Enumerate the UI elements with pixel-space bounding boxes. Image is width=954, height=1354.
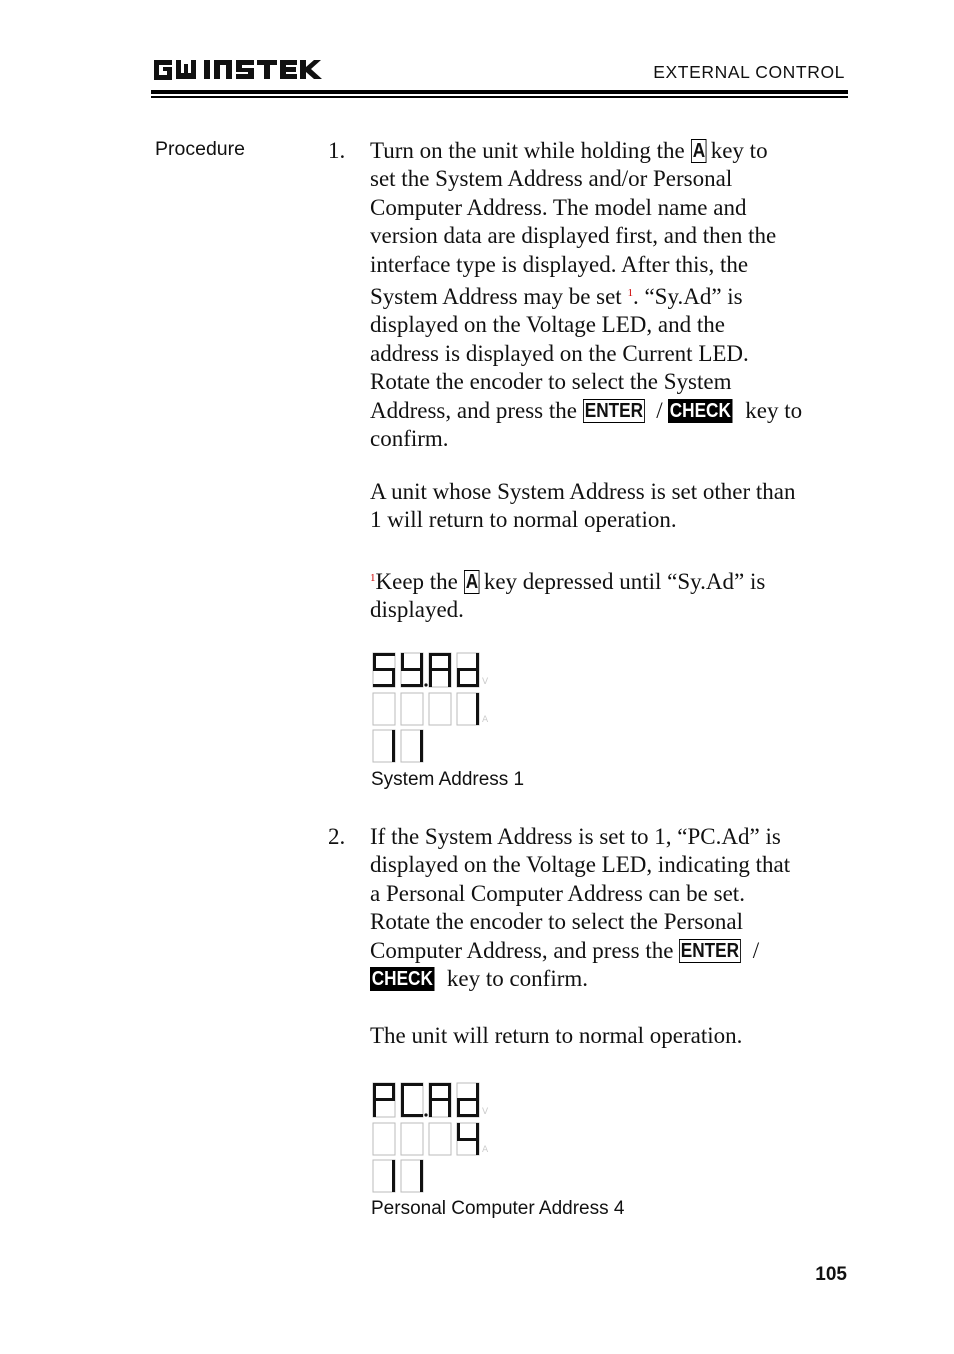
text: Rotate the encoder to select the Personal: [370, 909, 743, 935]
enter-key-label: ENTER: [584, 399, 643, 422]
text: address is displayed on the Current LED.: [370, 340, 749, 366]
text: Computer Address, and press the: [370, 937, 674, 963]
volt-unit: V: [482, 677, 489, 687]
amp-unit: A: [482, 715, 489, 725]
text: key to: [745, 397, 803, 423]
page-number: 105: [815, 1264, 847, 1285]
text: A unit whose System Address is set other than: [370, 479, 796, 504]
volt-unit: V: [482, 1107, 489, 1117]
led-display-pc-address: [370, 1080, 495, 1195]
text: displayed on the Voltage LED, and the: [370, 312, 725, 338]
text: . “Sy.Ad” is: [632, 284, 743, 310]
text: If the System Address is set to 1, “PC.Ad” is: [370, 824, 781, 849]
pc-address-caption: Personal Computer Address 4: [371, 1198, 625, 1219]
text: Computer Address. The model name and: [370, 194, 747, 220]
text: /: [656, 397, 663, 423]
text: key depressed until “Sy.Ad” is: [483, 569, 766, 594]
text: key to: [710, 138, 768, 163]
text: version data are displayed first, and then the: [370, 223, 777, 249]
text: displayed on the Voltage LED, indicating that: [370, 852, 791, 878]
step-1-note: [370, 478, 848, 535]
procedure-label: Procedure: [155, 138, 245, 160]
text: set the System Address and/or Personal: [370, 166, 733, 192]
text: 1 will return to normal operation.: [370, 507, 677, 533]
step-1-text: [370, 137, 848, 453]
footnote-ref: 1: [627, 287, 633, 300]
section-title: EXTERNAL CONTROL: [653, 62, 845, 82]
text: Keep the: [375, 569, 458, 594]
text: confirm.: [370, 426, 449, 452]
check-key-label: CHECK: [670, 399, 732, 422]
text: displayed.: [370, 597, 464, 623]
footnote-marker: 1: [370, 572, 376, 584]
text: a Personal Computer Address can be set.: [370, 880, 745, 906]
text: interface type is displayed. After this, the: [370, 251, 749, 277]
text: /: [752, 937, 760, 963]
step-2-note: The unit will return to normal operation.: [370, 1023, 743, 1048]
header-rule-thin: [151, 96, 848, 98]
text: Turn on the unit while holding the: [370, 138, 685, 163]
step-2-number: 2.: [328, 824, 346, 849]
step-2-text: [370, 823, 848, 993]
enter-key-label: ENTER: [680, 939, 740, 962]
a-key-label: A: [465, 571, 478, 593]
text: Rotate the encoder to select the System: [370, 369, 732, 395]
led-display-system-address: [370, 650, 495, 765]
text: key to confirm.: [446, 966, 589, 992]
check-key-label: CHECK: [371, 968, 433, 991]
header-rule: [151, 90, 848, 94]
text: Address, and press the: [370, 397, 577, 423]
a-key-label: A: [692, 140, 705, 162]
amp-unit: A: [482, 1145, 489, 1155]
step-1-footnote: [370, 564, 848, 625]
text: System Address may be set: [370, 284, 622, 310]
gw-instek-logo: [152, 56, 324, 84]
system-address-caption: System Address 1: [371, 769, 525, 790]
step-1-number: 1.: [328, 138, 346, 163]
